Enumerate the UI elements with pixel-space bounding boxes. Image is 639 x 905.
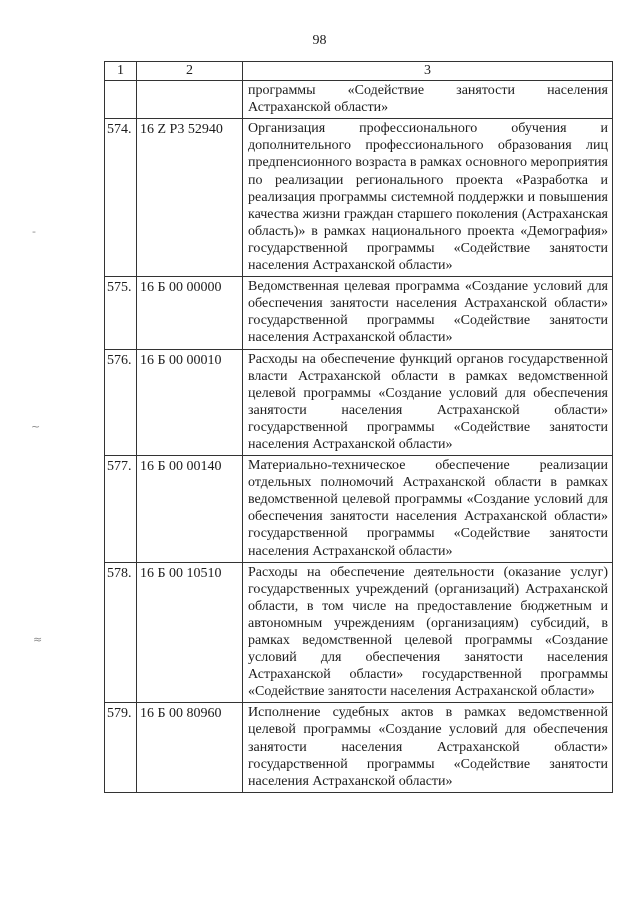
column-header-description: 3 (243, 62, 613, 81)
row-description: Материально-техническое обеспечение реализации отдельных полномочий Астраханской области в рамках ведомственной целевой программы «Создание условий для обеспечения занятости населения Астраханской области» государственной программы «Содействие занятости населения Астраханской области» (243, 456, 613, 563)
margin-mark: ≈ (33, 633, 43, 646)
table-row (105, 703, 613, 792)
row-description: Организация профессионального обучения и дополнительного профессионального образования лиц предпенсионного возраста в рамках основного мероприятия по реализации регионального проекта «Разработка и реализация программы системной поддержки и повышения качества жизни граждан старшего поколения (Астраханская область)» в рамках национального проекта «Демография» государственной программы «Содействие занятости населения Астраханской области» (243, 119, 613, 277)
row-description: Расходы на обеспечение функций органов государственной власти Астраханской области в рамках ведомственной целевой программы «Создание условий для обеспечения занятости населения Астраханской области» государственной программы «Содействие занятости населения Астраханской области» (243, 349, 613, 456)
column-header-number: 1 (105, 62, 137, 81)
column-header-code: 2 (137, 62, 243, 81)
row-description: Ведомственная целевая программа «Создание условий для обеспечения занятости населения Астраханской области» государственной программы «Содействие занятости населения Астраханской области» (243, 277, 613, 349)
row-number (105, 81, 137, 119)
table-row (105, 562, 613, 703)
row-code: 16 Б 00 10510 (137, 562, 243, 703)
table-row (105, 81, 613, 119)
budget-classification-table (104, 61, 613, 793)
row-code: 16 Б 00 00000 (137, 277, 243, 349)
row-number: 579. (105, 703, 137, 792)
table-row (105, 277, 613, 349)
row-description: Расходы на обеспечение деятельности (оказание услуг) государственных учреждений (организаций) Астраханской области, в том числе на предоставление бюджетным и автономным учреждениям (организациям) субсидий, в рамках ведомственной целевой программы «Создание условий для обеспечения занятости населения Астраханской области» государственной программы «Содействие занятости населения Астраханской области» (243, 562, 613, 703)
margin-mark: - (32, 225, 36, 238)
row-number: 574. (105, 119, 137, 277)
row-number: 575. (105, 277, 137, 349)
row-code: 16 Б 00 80960 (137, 703, 243, 792)
table-row (105, 349, 613, 456)
row-description: программы «Содействие занятости населения Астраханской области» (243, 81, 613, 119)
margin-mark: ~ (31, 420, 41, 433)
table-row (105, 456, 613, 563)
row-description: Исполнение судебных актов в рамках ведомственной целевой программы «Создание условий для обеспечения занятости населения Астраханской области» государственной программы «Содействие занятости населения Астраханской области» (243, 703, 613, 792)
table-header-row (105, 62, 613, 81)
row-code: 16 Z P3 52940 (137, 119, 243, 277)
row-code (137, 81, 243, 119)
row-number: 577. (105, 456, 137, 563)
page-number: 98 (312, 33, 327, 48)
row-code: 16 Б 00 00010 (137, 349, 243, 456)
row-number: 576. (105, 349, 137, 456)
table-row (105, 119, 613, 277)
row-code: 16 Б 00 00140 (137, 456, 243, 563)
row-number: 578. (105, 562, 137, 703)
